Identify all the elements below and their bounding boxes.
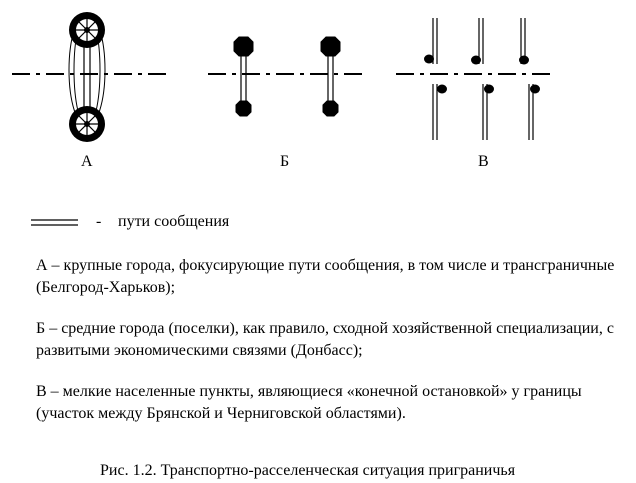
panel-b-label: Б	[280, 153, 290, 170]
panel-c-small-settlements	[424, 18, 540, 140]
description-c: В – мелкие населенные пункты, являющиеся «конечной остановкой» у границы (участок между Брянской и Черниговской областями).	[36, 383, 582, 422]
panel-c-label: В	[478, 153, 489, 170]
description-a: А – крупные города, фокусирующие пути сообщения, в том числе и трансграничные (Белгород-Харьков);	[36, 257, 615, 296]
city-large-bottom	[69, 106, 105, 142]
panel-a-large-cities	[69, 12, 105, 142]
legend-dash: -	[96, 213, 102, 230]
city-large-top	[69, 12, 105, 48]
town-medium	[323, 101, 338, 116]
diagram-figure	[0, 0, 636, 200]
town-medium	[321, 37, 340, 56]
town-medium	[236, 101, 251, 116]
settlement-small	[437, 85, 447, 94]
settlement-small	[484, 85, 494, 94]
settlement-small	[471, 56, 481, 65]
town-medium	[234, 37, 253, 56]
settlement-small	[424, 55, 434, 64]
panel-a-label: А	[81, 153, 93, 170]
settlement-small	[530, 85, 540, 94]
panel-b-medium-towns	[234, 37, 340, 116]
legend-route-symbol	[30, 218, 80, 228]
description-b: Б – средние города (поселки), как правило, сходной хозяйственной специализации, с развитыми экономическими связями (Донбасс);	[36, 320, 614, 359]
figure-caption: Рис. 1.2. Транспортно-расселенческая ситуация приграничья	[100, 462, 516, 479]
legend-text: пути сообщения	[118, 213, 230, 230]
settlement-small	[519, 56, 529, 65]
